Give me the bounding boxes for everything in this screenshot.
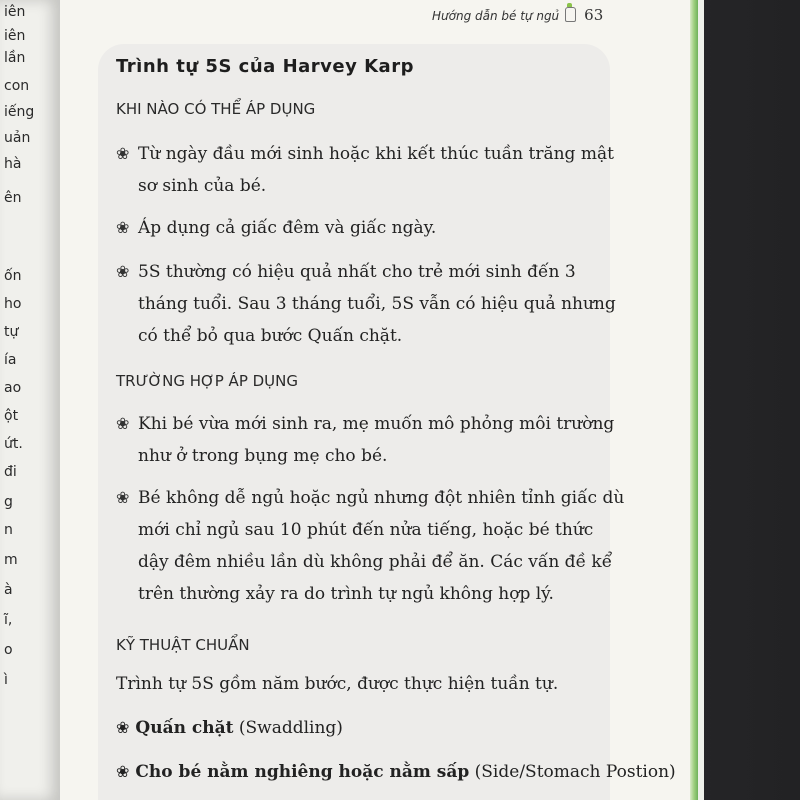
page-edge-green [690, 0, 698, 800]
left-page-fragment: ĩ, [4, 612, 13, 628]
left-page-fragment: ên [4, 190, 22, 206]
flower-bullet-icon: ❀ [116, 144, 130, 163]
left-page-fragment: hà [4, 156, 22, 172]
left-page-fragment: g [4, 494, 13, 510]
left-page-fragment: n [4, 522, 13, 538]
bullet-item: ❀ Khi bé vừa mới sinh ra, mẹ muốn mô phỏng môi trường như ở trong bụng mẹ cho bé. [116, 408, 626, 472]
baby-bottle-icon [565, 7, 576, 22]
flower-bullet-icon: ❀ [116, 718, 130, 737]
flower-bullet-icon: ❀ [116, 262, 130, 281]
running-title: Hướng dẫn bé tự ngủ [432, 9, 560, 23]
section-heading-technique: KỸ THUẬT CHUẨN [116, 636, 250, 654]
section-heading-cases: TRƯỜNG HỢP ÁP DỤNG [116, 372, 298, 390]
technique-intro: Trình tự 5S gồm năm bước, được thực hiện tuần tự. [116, 674, 559, 694]
running-header [432, 6, 603, 24]
left-page-fragment: o [4, 642, 13, 658]
left-page-fragment: con [4, 78, 30, 94]
left-page-fragment: iếng [4, 104, 35, 120]
step-item [116, 718, 343, 738]
step-item [116, 762, 676, 782]
left-page-fragment: tự [4, 324, 19, 340]
left-page-fragment: lần [4, 50, 26, 66]
left-page-fragment: ho [4, 296, 22, 312]
page-number: 63 [584, 6, 604, 24]
bullet-item: ❀ 5S thường có hiệu quả nhất cho trẻ mới sinh đến 3 tháng tuổi. Sau 3 tháng tuổi, 5S vẫn có hiệu quả nhưng có thể bỏ qua bước Quấn chặt. [116, 256, 626, 352]
flower-bullet-icon: ❀ [116, 414, 130, 433]
left-page-fragment: m [4, 552, 18, 568]
left-page-fragment: ứt. [4, 436, 23, 452]
flower-bullet-icon: ❀ [116, 218, 130, 237]
step-name: Cho bé nằm nghiêng hoặc nằm sấp [135, 762, 470, 782]
left-page-fragment: ốn [4, 268, 22, 284]
left-page-fragment: iên [4, 28, 26, 44]
step-english: (Swaddling) [238, 718, 343, 738]
bullet-item: ❀ Từ ngày đầu mới sinh hoặc khi kết thúc tuần trăng mật sơ sinh của bé. [116, 138, 626, 202]
step-english: (Side/Stomach Postion) [474, 762, 676, 782]
left-page-edge [0, 0, 60, 800]
bullet-item: ❀ Áp dụng cả giấc đêm và giấc ngày. [116, 212, 626, 244]
step-name: Quấn chặt [135, 718, 234, 738]
flower-bullet-icon: ❀ [116, 488, 130, 507]
left-page-fragment: ì [4, 672, 8, 688]
left-page-fragment: ía [4, 352, 17, 368]
left-page-fragment: đi [4, 464, 17, 480]
left-page-fragment: iên [4, 4, 26, 20]
page-edge [698, 0, 704, 800]
section-heading-when: KHI NÀO CÓ THỂ ÁP DỤNG [116, 100, 316, 118]
flower-bullet-icon: ❀ [116, 762, 130, 781]
bullet-item: ❀ Bé không dễ ngủ hoặc ngủ nhưng đột nhiên tỉnh giấc dù mới chỉ ngủ sau 10 phút đến nửa tiếng, hoặc bé thức dậy đêm nhiều lần dù không phải để ăn. Các vấn đề kể trên thường xảy ra do trình tự ngủ không hợp lý. [116, 482, 626, 610]
left-page-fragment: à [4, 582, 13, 598]
left-page-fragment: ột [4, 408, 19, 424]
section-title: Trình tự 5S của Harvey Karp [116, 56, 414, 77]
left-page-fragment: uản [4, 130, 31, 146]
left-page-fragment: ao [4, 380, 22, 396]
